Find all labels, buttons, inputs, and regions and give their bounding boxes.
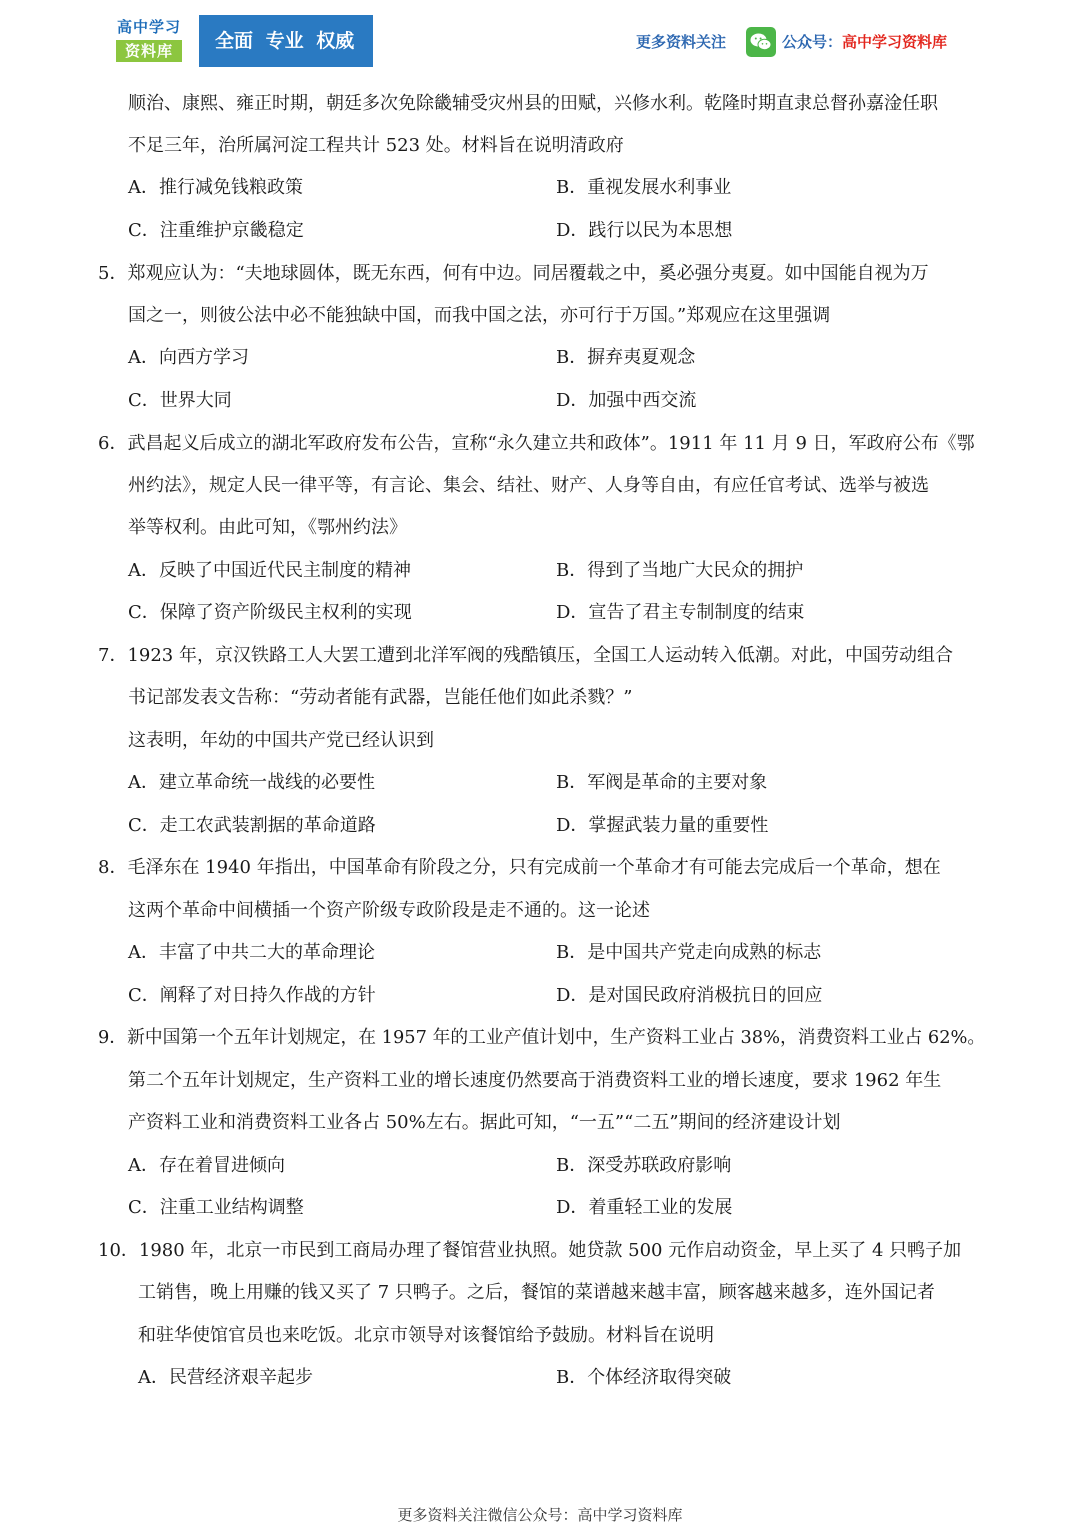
q10-option-a: A．民营经济艰辛起步 [138,1367,313,1388]
wechat-account[interactable] [782,30,947,54]
q6-option-c: C．保障了资产阶级民主权利的实现 [128,602,412,623]
q8-option-b: B．是中国共产党走向成熟的标志 [556,942,822,963]
q9-option-d: D．着重轻工业的发展 [556,1197,733,1218]
q7-option-a: A．建立革命统一战线的必要性 [128,772,375,793]
q4-option-b: B．重视发展水利事业 [556,177,732,198]
slogan-banner: 全面 专业 权威 [199,15,373,67]
q6-option-a: A．反映了中国近代民主制度的精神 [128,560,411,581]
q5-option-c: C．世界大同 [128,390,232,411]
follow-text: 更多资料关注 [636,33,727,51]
page-footer: 更多资料关注微信公众号：高中学习资料库 [397,1506,683,1524]
q8-option-c: C．阐释了对日持久作战的方针 [128,985,376,1006]
q7-option-d: D．掌握武装力量的重要性 [556,815,769,836]
q8-option-a: A．丰富了中共二大的革命理论 [128,942,375,963]
q9-option-a: A．存在着冒进倾向 [128,1155,285,1176]
q7-option-b: B．军阀是革命的主要对象 [556,772,768,793]
q4-stem-line-2: 不足三年，治所属河淀工程共计 523 处。材料旨在说明清政府 [128,135,624,156]
q5-option-a: A．向西方学习 [128,347,249,368]
q6-stem-line-1: 6．武昌起义后成立的湖北军政府发布公告，宣称“永久建立共和政体”。1911 年 11 月 9 日，军政府公布《鄂 [98,433,975,454]
q5-option-d: D．加强中西交流 [556,390,697,411]
q10-option-b: B．个体经济取得突破 [556,1367,732,1388]
q4-option-a: A．推行减免钱粮政策 [128,177,303,198]
q5-option-b: B．摒弃夷夏观念 [556,347,696,368]
q7-stem-line-3: 这表明，年幼的中国共产党已经认识到 [128,730,434,751]
q6-stem-line-3: 举等权利。由此可知，《鄂州约法》 [128,517,407,538]
logo-bottom-text: 资料库 [116,40,182,62]
q9-stem-line-1: 9．新中国第一个五年计划规定，在 1957 年的工业产值计划中，生产资料工业占 38%，消费资料工业占 62%。 [98,1027,986,1048]
account-label: 公众号： [782,33,843,51]
q7-stem-line-2: 书记部发表文告称：“劳动者能有武器，岂能任他们如此杀戮？” [128,687,633,708]
q5-stem-line-2: 国之一，则彼公法中必不能独缺中国，而我中国之法，亦可行于万国。”郑观应在这里强调 [128,305,831,326]
logo-top-text: 高中学习 [116,18,181,36]
q9-stem-line-3: 产资料工业和消费资料工业各占 50%左右。据此可知，“一五”“二五”期间的经济建设计划 [128,1112,841,1133]
q10-stem-line-3: 和驻华使馆官员也来吃饭。北京市领导对该餐馆给予鼓励。材料旨在说明 [138,1325,714,1346]
q8-option-d: D．是对国民政府消极抗日的回应 [556,985,823,1006]
page-header [0,0,1080,80]
account-name: 高中学习资料库 [842,33,948,51]
q8-stem-line-1: 8．毛泽东在 1940 年指出，中国革命有阶段之分，只有完成前一个革命才有可能去完成后一个革命，想在 [98,857,941,878]
q4-option-c: C．注重维护京畿稳定 [128,220,304,241]
site-logo[interactable] [112,16,186,62]
q7-stem-line-1: 7．1923 年，京汉铁路工人大罢工遭到北洋军阀的残酷镇压，全国工人运动转入低潮。对此，中国劳动组合 [98,645,953,666]
q9-option-c: C．注重工业结构调整 [128,1197,304,1218]
q9-stem-line-2: 第二个五年计划规定，生产资料工业的增长速度仍然要高于消费资料工业的增长速度，要求 1962 年生 [128,1070,942,1091]
q4-option-d: D．践行以民为本思想 [556,220,733,241]
q7-option-c: C．走工农武装割据的革命道路 [128,815,376,836]
q9-option-b: B．深受苏联政府影响 [556,1155,732,1176]
q8-stem-line-2: 这两个革命中间横插一个资产阶级专政阶段是走不通的。这一论述 [128,900,650,921]
q10-stem-line-1: 10．1980 年，北京一市民到工商局办理了餐馆营业执照。她贷款 500 元作启动资金，早上买了 4 只鸭子加 [98,1240,962,1261]
q10-stem-line-2: 工销售，晚上用赚的钱又买了 7 只鸭子。之后，餐馆的菜谱越来越丰富，顾客越来越多，连外国记者 [138,1282,935,1303]
q6-option-b: B．得到了当地广大民众的拥护 [556,560,804,581]
q5-stem-line-1: 5．郑观应认为：“夫地球圆体，既无东西，何有中边。同居覆载之中，奚必强分夷夏。如中国能自视为万 [98,263,929,284]
q6-stem-line-2: 州约法》，规定人民一律平等，有言论、集会、结社、财产、人身等自由，有应任官考试、选举与被选 [128,475,929,496]
q4-stem-line-1: 顺治、康熙、雍正时期，朝廷多次免除畿辅受灾州县的田赋，兴修水利。乾隆时期直隶总督孙嘉淦任职 [128,93,938,114]
q6-option-d: D．宣告了君主专制制度的结束 [556,602,805,623]
wechat-icon [746,27,776,57]
